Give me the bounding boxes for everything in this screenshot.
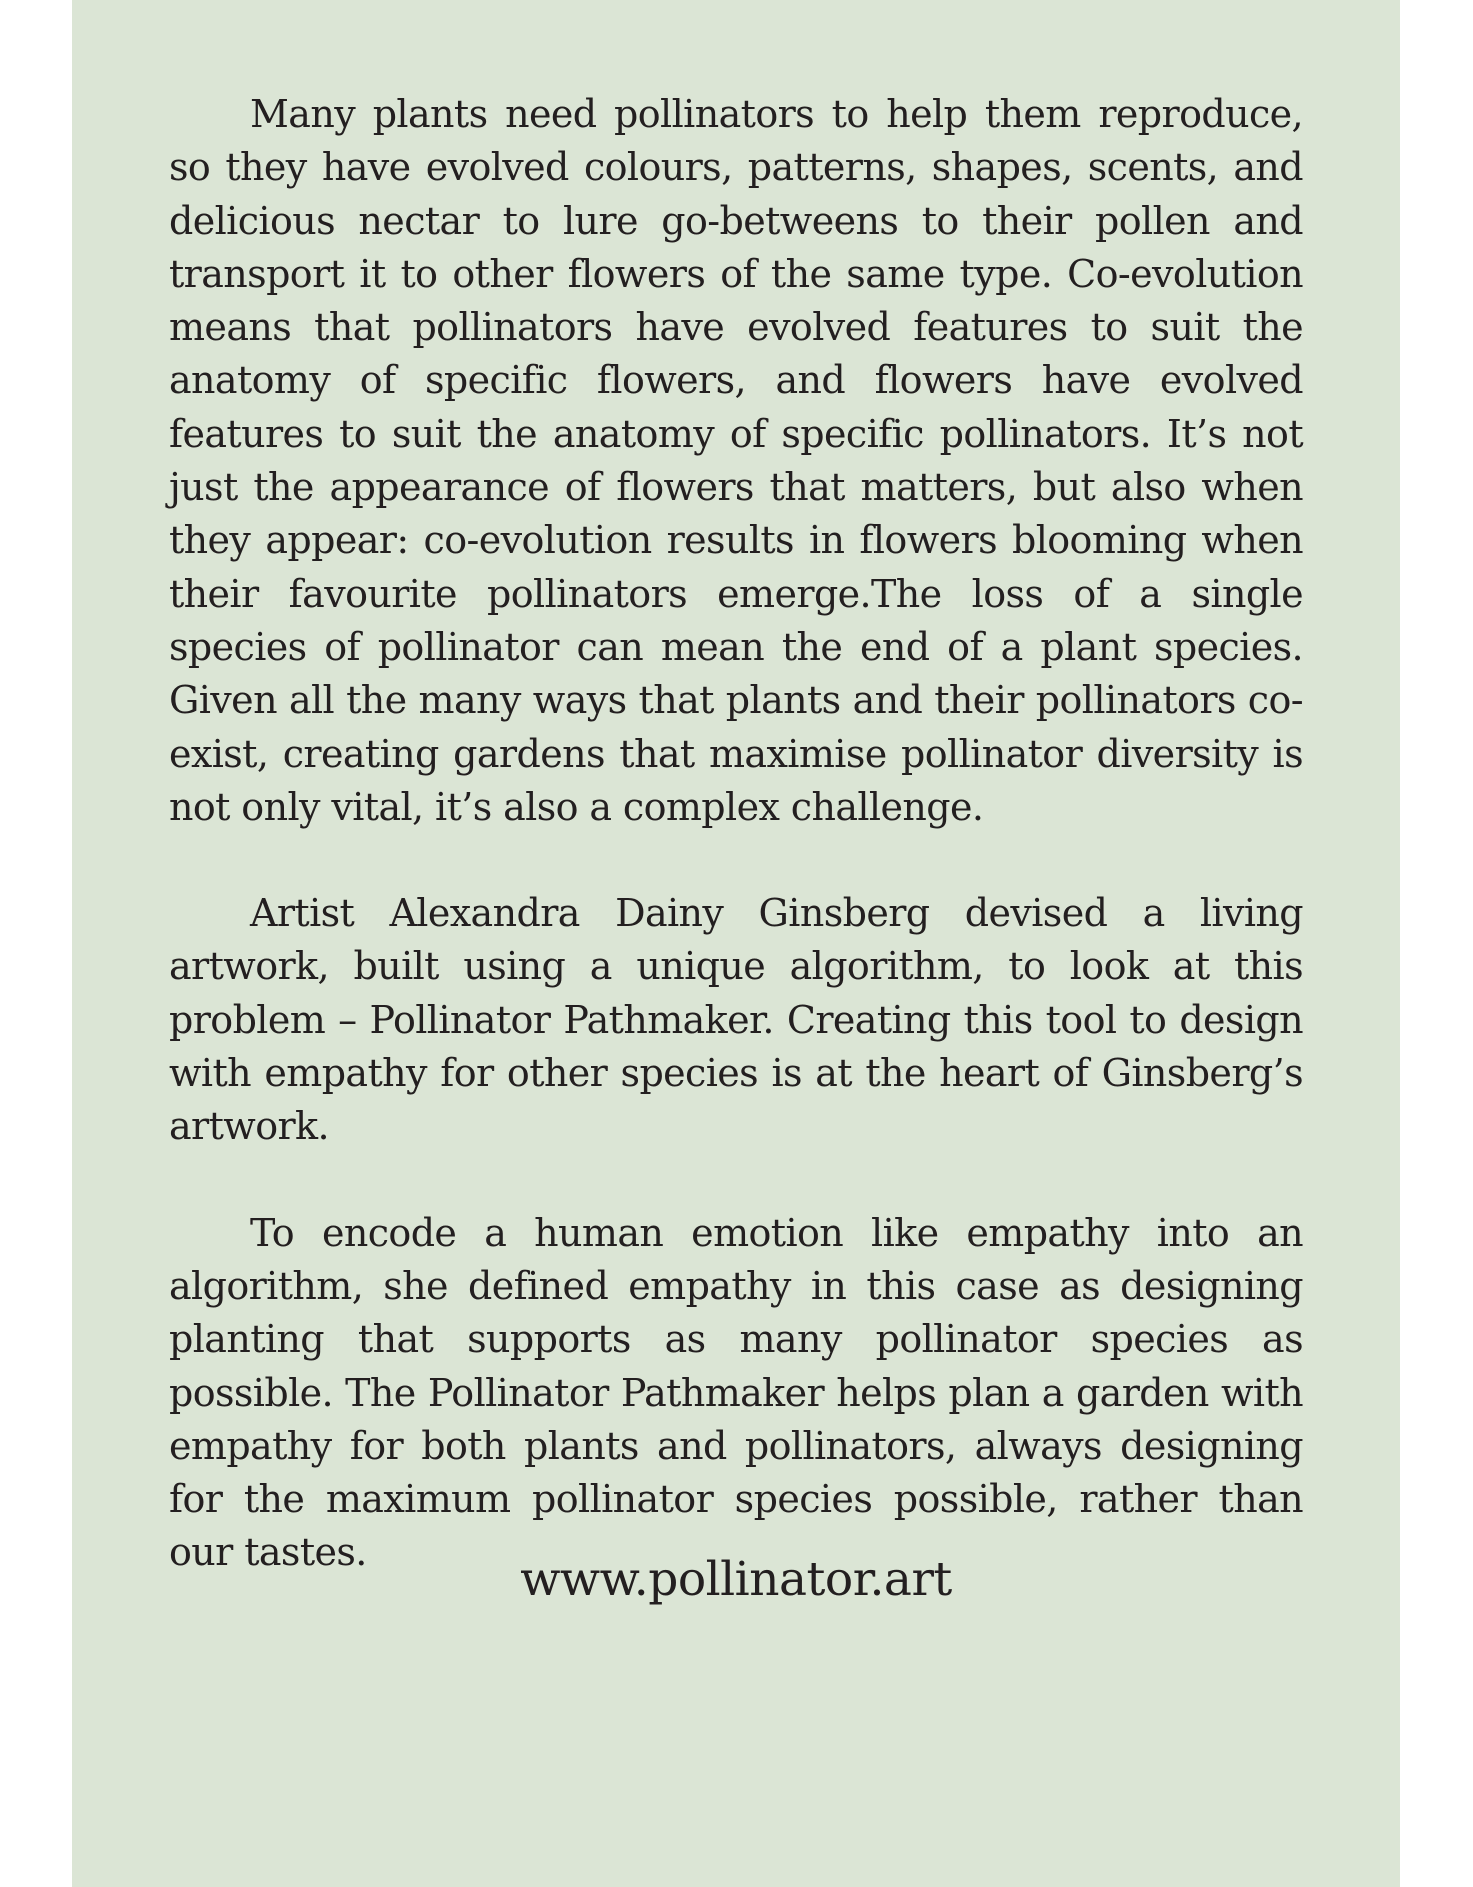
paragraph-empathy: To encode a human emotion like empathy into an algorithm, she defined empathy in this case as designing planting that supports as many pollinator species as possible. The Pollinator Pathmaker helps plan a garden with empathy for both plants and pollinators, always designing for the maximum pollinator species possible, rather than our tastes.	[169, 1210, 1303, 1575]
page	[72, 0, 1400, 1887]
body-text	[169, 88, 1303, 1633]
paragraph-artist: Artist Alexandra Dainy Ginsberg devised a living artwork, built using a unique algorithm, to look at this problem – Pollinator Pathmaker. Creating this tool to design with empathy for other species is at the heart of Ginsberg’s artwork.	[169, 891, 1303, 1149]
paragraph-pollination: Many plants need pollinators to help them reproduce, so they have evolved colours, patterns, shapes, scents, and delicious nectar to lure go-betweens to their pollen and transport it to other flowers of the same type. Co-evolution means that pollinators have evolved features to suit the anatomy of specific flowers, and flowers have evolved features to suit the anatomy of specific pollinators. It’s not just the appearance of flowers that matters, but also when they appear: co-evolution results in flowers blooming when their favourite pollinators emerge.The loss of a single species of pollinator can mean the end of a plant species. Given all the many ways that plants and their pollinators co-exist, creating gardens that maximise pollinator diversity is not only vital, it’s also a complex challenge.	[169, 92, 1303, 829]
website-url: www.pollinator.art	[520, 1552, 952, 1607]
